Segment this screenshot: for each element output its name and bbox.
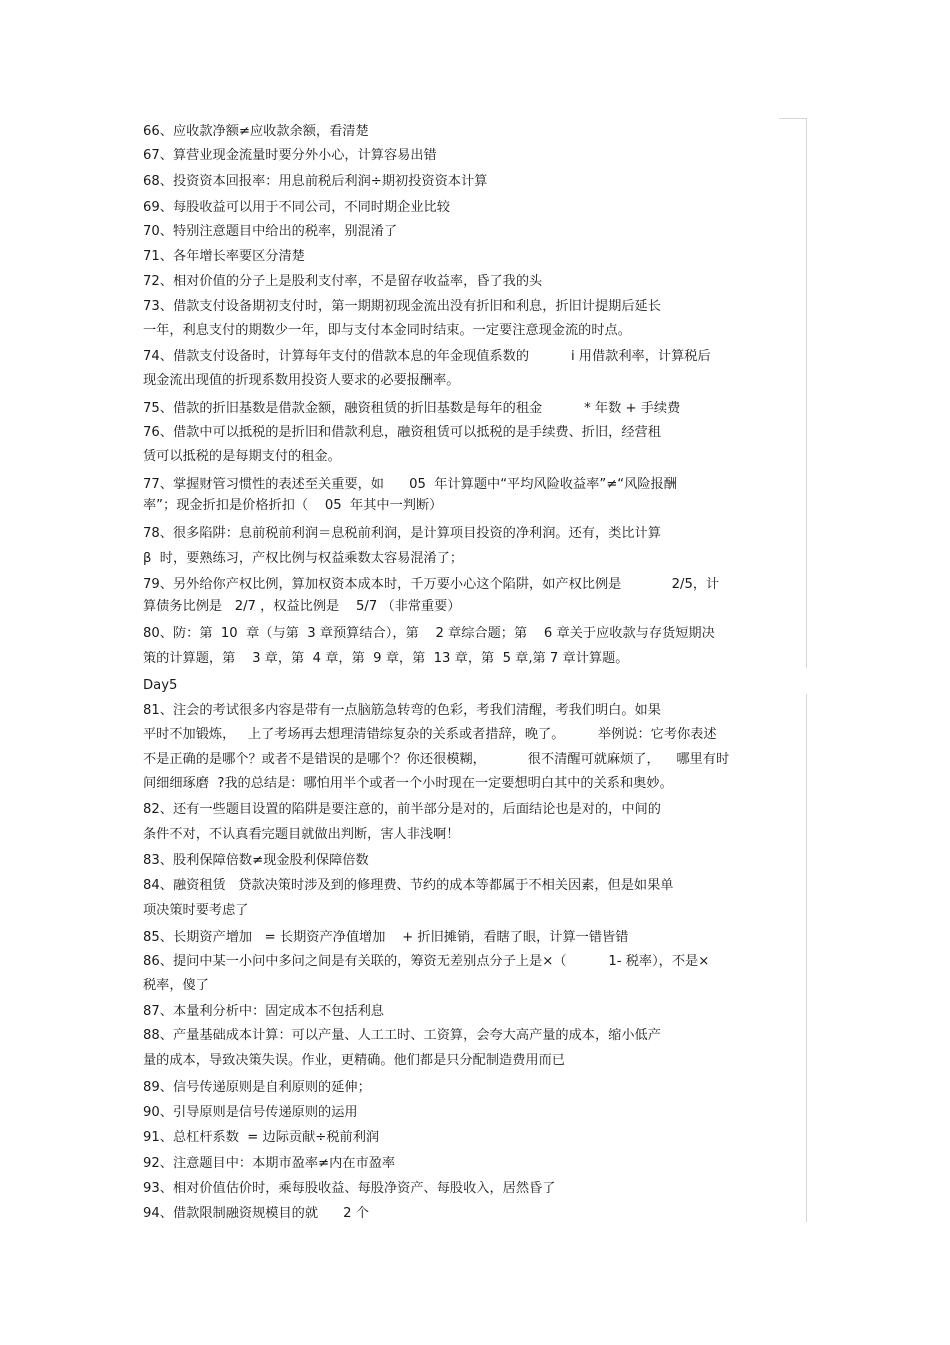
frame-right-rule-lower: [806, 694, 807, 1222]
text-line: 平时不加锻炼， 上了考场再去想理清错综复杂的关系或者措辞，晚了。 举例说：它考你表述: [143, 727, 717, 742]
frame-right-rule-upper: [806, 118, 807, 668]
text-line: 76、借款中可以抵税的是折旧和借款利息，融资租赁可以抵税的是手续费、折旧，经营租: [143, 425, 661, 440]
text-line: 条件不对，不认真看完题目就做出判断，害人非浅啊！: [143, 827, 460, 842]
text-line: 68、投资资本回报率：用息前税后利润÷期初投资资本计算: [143, 174, 488, 189]
text-line: 88、产量基础成本计算：可以产量、人工工时、工资算，会夸大高产量的成本，缩小低产: [143, 1028, 661, 1043]
text-line: 91、总杠杆系数 = 边际贡献÷税前利润: [143, 1130, 380, 1145]
text-line: 量的成本，导致决策失误。作业，更精确。他们都是只分配制造费用而已: [143, 1053, 565, 1068]
section-heading-day5: Day5: [143, 678, 178, 693]
text-line: 算债务比例是 2/7 ，权益比例是 5/7 （非常重要）: [143, 599, 461, 614]
text-line: 83、股利保障倍数≠现金股利保障倍数: [143, 853, 369, 868]
text-line: 92、注意题目中：本期市盈率≠内在市盈率: [143, 1156, 396, 1171]
text-line: 赁可以抵税的是每期支付的租金。: [143, 449, 341, 464]
text-line: 70、特别注意题目中给出的税率，别混淆了: [143, 224, 398, 239]
text-line: 87、本量利分析中：固定成本不包括利息: [143, 1004, 384, 1019]
text-line: 现金流出现值的折现系数用投资人要求的必要报酬率。: [143, 373, 460, 388]
text-line: 94、借款限制融资规模目的就 2 个: [143, 1206, 369, 1221]
text-line: 90、引导原则是信号传递原则的运用: [143, 1105, 358, 1120]
text-line: 69、每股收益可以用于不同公司，不同时期企业比较: [143, 200, 450, 215]
text-line: 86、提问中某一小问中多问之间是有关联的，筹资无差别点分子上是×（ 1- 税率），不是×: [143, 954, 710, 969]
text-line: 84、融资租赁 贷款决策时涉及到的修理费、节约的成本等都属于不相关因素，但是如果单: [143, 878, 674, 893]
text-line: 67、算营业现金流量时要分外小心，计算容易出错: [143, 148, 437, 163]
text-line: 80、防：第 10 章（与第 3 章预算结合），第 2 章综合题；第 6 章关于应收款与存货短期决: [143, 626, 715, 641]
text-line: 项决策时要考虑了: [143, 903, 249, 918]
text-line: 93、相对价值估价时，乘每股收益、每股净资产、每股收入，居然昏了: [143, 1181, 556, 1196]
text-line: 81、注会的考试很多内容是带有一点脑筋急转弯的色彩，考我们清醒，考我们明白。如果: [143, 703, 661, 718]
text-line: 77、掌握财管习惯性的表述至关重要，如 05 年计算题中“平均风险收益率”≠“风险报酬: [143, 477, 677, 492]
text-line: 71、各年增长率要区分清楚: [143, 249, 305, 264]
text-line: 75、借款的折旧基数是借款金额，融资租赁的折旧基数是每年的租金 * 年数 + 手续费: [143, 401, 681, 416]
text-line: 率”；现金折扣是价格折扣（ 05 年其中一判断）: [143, 498, 443, 513]
frame-top-rule: [779, 118, 807, 119]
text-line: 策的计算题，第 3 章，第 4 章，第 9 章，第 13 章，第 5 章,第 7 章计算题。: [143, 651, 629, 666]
text-line: 66、应收款净额≠应收款余额，看清楚: [143, 124, 369, 139]
text-line: 78、很多陷阱：息前税前利润＝息税前利润，是计算项目投资的净利润。还有，类比计算: [143, 526, 661, 541]
text-line: β 时，要熟练习，产权比例与权益乘数太容易混淆了；: [143, 551, 464, 566]
text-line: 72、相对价值的分子上是股利支付率，不是留存收益率，昏了我的头: [143, 274, 543, 289]
text-line: 74、借款支付设备时，计算每年支付的借款本息的年金现值系数的 i 用借款利率，计算税后: [143, 349, 711, 364]
text-line: 73、借款支付设备期初支付时，第一期期初现金流出没有折旧和利息，折旧计提期后延长: [143, 299, 661, 314]
text-line: 间细细琢磨 ?我的总结是：哪怕用半个或者一个小时现在一定要想明白其中的关系和奥妙。: [143, 776, 673, 791]
text-line: 82、还有一些题目设置的陷阱是要注意的，前半部分是对的，后面结论也是对的，中间的: [143, 802, 661, 817]
text-line: 税率，傻了: [143, 978, 209, 993]
text-line: 79、另外给你产权比例，算加权资本成本时，千万要小心这个陷阱，如产权比例是 2/5，计: [143, 577, 720, 592]
text-line: 一年，利息支付的期数少一年，即与支付本金同时结束。一定要注意现金流的时点。: [143, 323, 631, 338]
text-line: 不是正确的是哪个？或者不是错误的是哪个？你还很模糊， 很不清醒可就麻烦了， 哪里有时: [143, 752, 730, 767]
text-line: 89、信号传递原则是自利原则的延伸；: [143, 1080, 371, 1095]
text-line: 85、长期资产增加 = 长期资产净值增加 + 折旧摊销，看瞎了眼，计算一错皆错: [143, 930, 629, 945]
